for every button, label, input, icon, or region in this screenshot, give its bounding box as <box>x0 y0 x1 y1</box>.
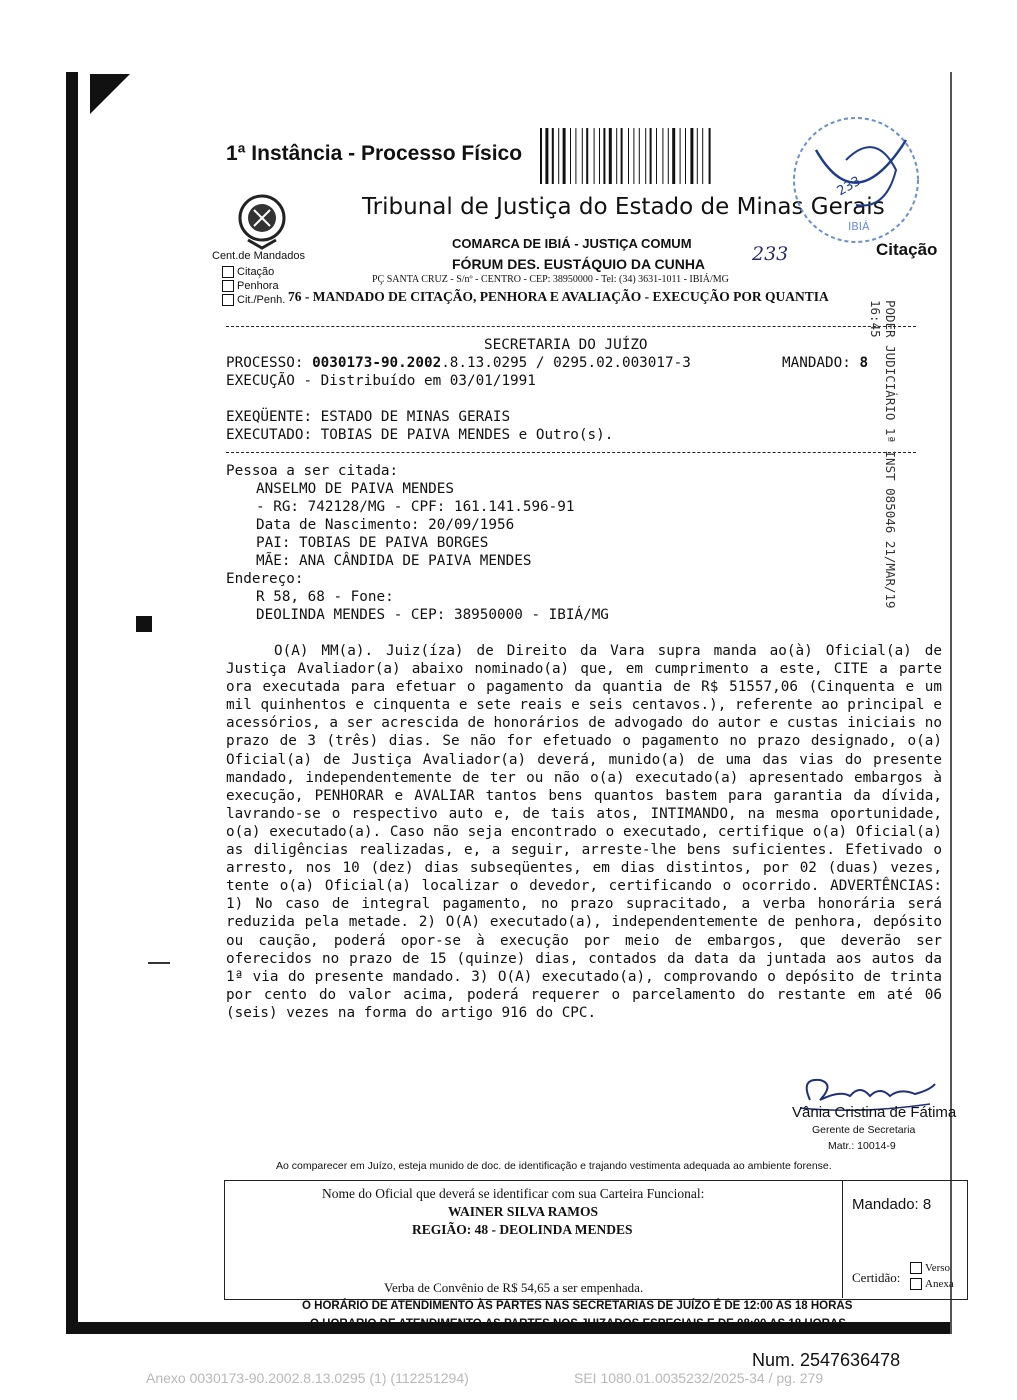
cent-mandados-label: Cent.de Mandados <box>212 250 305 262</box>
divider-2 <box>226 452 916 453</box>
mandado-number: MANDADO: 8 <box>782 355 869 371</box>
instancia-title: 1ª Instância - Processo Físico <box>226 142 523 165</box>
checkbox-penhora[interactable] <box>222 280 234 292</box>
exequente-line: EXEQÜENTE: ESTADO DE MINAS GERAIS <box>226 409 511 425</box>
certidao-label: Certidão: <box>852 1270 901 1285</box>
oficial-label: Nome do Oficial que deverá se identificar com sua Carteira Funcional: <box>322 1186 705 1201</box>
doc-type-label: Citação <box>876 240 938 259</box>
option-penhora[interactable]: Penhora <box>222 280 279 292</box>
scan-dash-mark <box>148 962 170 964</box>
barcode <box>538 128 760 184</box>
option-verso[interactable]: Verso <box>910 1262 954 1274</box>
person-name: ANSELMO DE PAIVA MENDES <box>256 481 454 497</box>
court-address: PÇ SANTA CRUZ - S/nº - CENTRO - CEP: 38950000 - Tel: (34) 3631-1011 - IBIÁ/MG <box>372 274 729 285</box>
address-line-2: DEOLINDA MENDES - CEP: 38950000 - IBIÁ/MG <box>256 607 609 623</box>
scan-corner-mark <box>90 74 130 114</box>
signer-matricula: Matr.: 10014-9 <box>828 1140 896 1152</box>
oficial-regiao: REGIÃO: 48 - DEOLINDA MENDES <box>412 1222 633 1237</box>
mandado-body-text: O(A) MM(a). Juiz(íza) de Direito da Vara supra manda ao(à) Oficial(a) de Justiça Avaliador(a) abaixo nominado(a) que, em cumprimento a este, CITE a parte ora executada para efetuar o pagamento da quantia de R$ 51557,06 (Cinquenta e um mil quinhentos e cinquenta e sete reais e seis centavos.), referente ao principal e acessórios, a ser acrescida de honorários de advogado do autor e custas iniciais no prazo de 3 (três) dias. Se não for efetuado o pagamento no prazo designado, o(a) Oficial(a) de Justiça Avaliador(a) deverá, munido(a) de uma das vias do presente mandado, independentemente de ter ou não o(a) executado(a) apresentado embargos à execução, PENHORAR e AVALIAR tantos bens quantos bastem para garantia da dívida, lavrando-se o respectivo auto e, de tais atos, INTIMANDO, na mesma oportunidade, o(a) executado(a). Caso não seja encontrado o executado, certifique o(a) Oficial(a) as diligências realizadas, e, a seguir, arreste-lhe bens suficientes. Efetivado o arresto, nos 10 (dez) dias subseqüentes, em dias distintos, por 02 (duas) vezes, tente o(a) Oficial(a) localizar o devedor, certificando o ocorrido. ADVERTÊNCIAS: 1) No caso de integral pagamento, no prazo supracitado, a verba honorária será reduzida pela metade. 2) O(A) executado(a), independentemente de penhora, depósito ou caução, poderá opor-se à execução por meio de embargos, que deverão ser oferecidos no prazo de 15 (quinze) dias, contados da data da juntada aos autos da 1ª via do presente mandado. 3) O(A) executado(a), comprovando o depósito de trinta por cento do valor acima, poderá requerer o parcelamento do restante em até 06 (seis) vezes na forma do artigo 916 do CPC. <box>226 643 942 1021</box>
protocol-vertical-stamp: PODER JUDICIÁRIO 1ª INST 085046 21/MAR/19 16:45 <box>868 300 898 609</box>
scan-left-edge <box>66 72 78 1334</box>
signer-name: Vânia Cristina de Fátima <box>792 1104 957 1121</box>
secretaria-label: SECRETARIA DO JUÍZO <box>484 337 648 353</box>
forum-label: FÓRUM DES. EUSTÁQUIO DA CUNHA <box>452 256 706 272</box>
certidao-options <box>910 1262 954 1290</box>
svg-text:233: 233 <box>752 243 789 265</box>
tribunal-title: Tribunal de Justiça do Estado de Minas Gerais <box>362 194 885 220</box>
stamp-city: IBIÁ <box>848 220 870 233</box>
person-heading: Pessoa a ser citada: <box>226 463 399 479</box>
signer-role: Gerente de Secretaria <box>812 1124 916 1136</box>
processo-line: PROCESSO: 0030173-90.2002.8.13.0295 / 0295.02.003017-3 <box>226 355 691 371</box>
footer-anexo: Anexo 0030173-90.2002.8.13.0295 (1) (112251294) <box>146 1370 469 1386</box>
scan-side-mark <box>136 616 152 632</box>
divider-1 <box>226 326 916 327</box>
horario-secretarias: O HORÁRIO DE ATENDIMENTO ÀS PARTES NAS SECRETARIAS DE JUÍZO É DE 12:00 AS 18 HORAS <box>302 1300 853 1312</box>
checkbox-verso[interactable] <box>910 1262 922 1274</box>
person-mother: MÃE: ANA CÂNDIDA DE PAIVA MENDES <box>256 553 532 569</box>
option-anexa[interactable]: Anexa <box>910 1278 954 1290</box>
mandado-title: 76 - MANDADO DE CITAÇÃO, PENHORA E AVALIAÇÃO - EXECUÇÃO POR QUANTIA <box>288 289 829 304</box>
checkbox-anexa[interactable] <box>910 1278 922 1290</box>
executado-line: EXECUTADO: TOBIAS DE PAIVA MENDES e Outro(s). <box>226 427 614 443</box>
mandado-box-number: Mandado: 8 <box>852 1196 932 1213</box>
execucao-line: EXECUÇÃO - Distribuído em 03/01/1991 <box>226 373 536 389</box>
stamp-number: 233 <box>834 173 864 200</box>
checkbox-citacao[interactable] <box>222 266 234 278</box>
person-rg-cpf: - RG: 742128/MG - CPF: 161.141.596-91 <box>256 499 575 515</box>
checkbox-cit-penh[interactable] <box>222 294 234 306</box>
footer-sei: SEI 1080.01.0035232/2025-34 / pg. 279 <box>574 1370 824 1386</box>
option-cit-penh[interactable]: Cit./Penh. <box>222 294 285 306</box>
document-number: Num. 2547636478 <box>752 1350 901 1370</box>
person-father: PAI: TOBIAS DE PAIVA BORGES <box>256 535 489 551</box>
oficial-name: WAINER SILVA RAMOS <box>448 1204 599 1219</box>
handwritten-number <box>750 240 800 266</box>
option-citacao[interactable]: Citação <box>222 266 274 278</box>
court-coat-of-arms-icon <box>224 190 300 250</box>
comarca-label: COMARCA DE IBIÁ - JUSTIÇA COMUM <box>452 236 692 251</box>
oficial-box-divider <box>842 1180 843 1298</box>
horario-juizados: O HORÁRIO DE ATENDIMENTO ÀS PARTES NOS JUIZADOS ESPECIAIS É DE 08:00 AS 18 HORAS <box>310 1318 846 1328</box>
address-label: Endereço: <box>226 571 304 587</box>
court-notice: Ao comparecer em Juízo, esteja munido de doc. de identificação e trajando vestimenta adequada ao ambiente forense. <box>276 1160 832 1172</box>
scan-right-edge <box>950 72 952 1334</box>
person-birth: Data de Nascimento: 20/09/1956 <box>256 517 515 533</box>
court-round-stamp <box>786 110 926 250</box>
verba-convenio: Verba de Convênio de R$ 54,65 a ser empenhada. <box>384 1280 644 1295</box>
address-line-1: R 58, 68 - Fone: <box>256 589 394 605</box>
